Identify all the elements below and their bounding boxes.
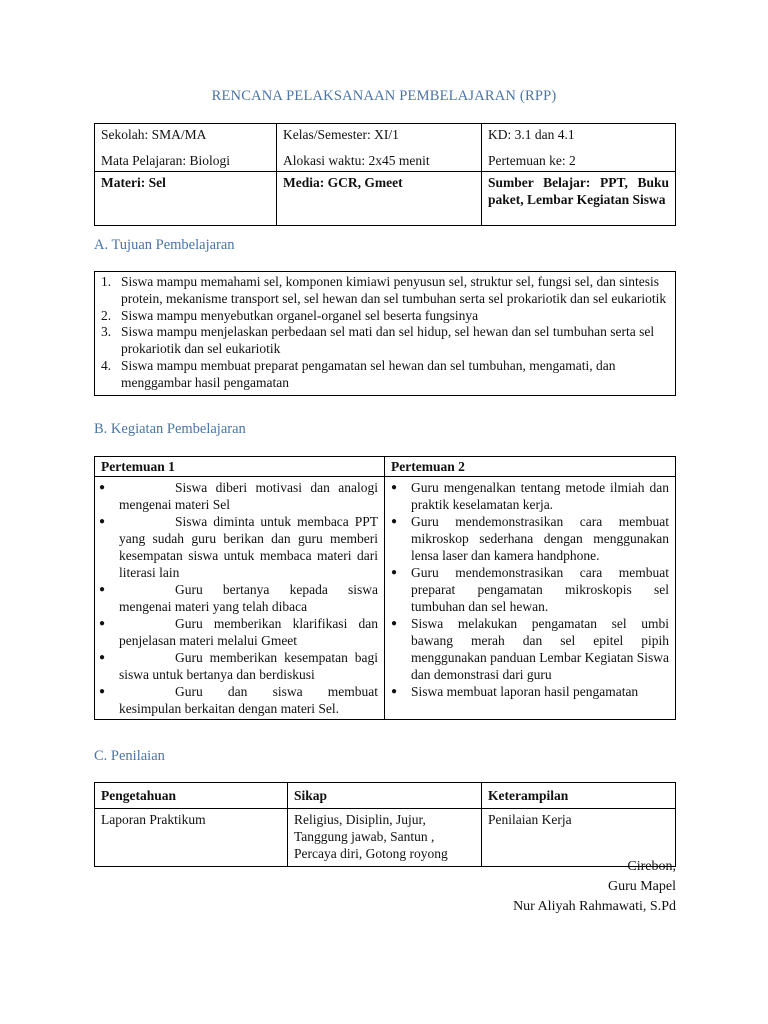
subject-label: Mata Pelajaran: Biologi [101, 153, 230, 168]
section-a-heading: A. Tujuan Pembelajaran [94, 237, 235, 253]
bullet-icon: ● [391, 482, 398, 493]
signature-place: Cirebon, [627, 859, 676, 874]
activity-item [101, 581, 378, 615]
signature-role: Guru Mapel [607, 879, 676, 894]
activity-text: Guru bertanya kepada siswa mengenai materi yang telah dibaca [119, 582, 378, 614]
bullet-icon: ● [99, 686, 106, 697]
bullet-icon: ● [99, 652, 106, 663]
activity-item [101, 479, 378, 513]
goal-number: 4. [101, 357, 112, 373]
activity-item [101, 513, 378, 581]
info-table [94, 123, 676, 226]
skill-value: Penilaian Kerja [482, 809, 676, 867]
bullet-icon: ● [391, 686, 398, 697]
knowledge-value: Laporan Praktikum [95, 809, 288, 867]
activity-text: Siswa melakukan pengamatan sel umbi bawang merah dan sel epitel pipih menggunakan panduan Lembar Kegiatan Siswa dan demonstrasi dari guru [411, 616, 669, 682]
time-allocation-label: Alokasi waktu: 2x45 menit [283, 153, 430, 168]
activity-item [391, 564, 669, 615]
section-c-heading: C. Penilaian [94, 748, 165, 764]
goal-number: 1. [101, 274, 112, 289]
skill-header: Keterampilan [482, 783, 676, 809]
meeting-2-list [391, 479, 669, 700]
knowledge-header: Pengetahuan [95, 783, 288, 809]
activity-text: Guru dan siswa membuat kesimpulan berkaitan dengan materi Sel. [119, 684, 378, 716]
bullet-icon: ● [99, 618, 106, 629]
info-cell-kd [482, 124, 676, 172]
bullet-icon: ● [99, 516, 106, 527]
material-cell: Materi: Sel [95, 172, 277, 226]
bullet-icon: ● [391, 618, 398, 629]
class-semester-label: Kelas/Semester: XI/1 [283, 127, 399, 142]
activities-table [94, 456, 676, 720]
bullet-icon: ● [99, 584, 106, 595]
activity-item [391, 615, 669, 683]
info-cell-school [95, 124, 277, 172]
activity-text: Guru mengenalkan tentang metode ilmiah dan praktik keselamatan kerja. [411, 480, 669, 512]
attitude-value: Religius, Disiplin, Jujur, Tanggung jawab, Santun , Percaya diri, Gotong royong [288, 809, 482, 867]
activity-item [391, 479, 669, 513]
meeting-2-activities [385, 477, 676, 720]
activity-text: Guru memberikan klarifikasi dan penjelasan materi melalui Gmeet [119, 616, 378, 648]
activity-text: Guru mendemonstrasikan cara membuat mikroskop sederhana dengan menggunakan lensa laser dan kamera handphone. [411, 514, 669, 563]
activity-text: Siswa diminta untuk membaca PPT yang sudah guru berikan dan guru memberi kesempatan siswa untuk membaca materi dari literasi lain [119, 514, 378, 580]
goal-text: Siswa mampu memahami sel, komponen kimiawi penyusun sel, struktur sel, fungsi sel, dan sintesis protein, mekanisme transport sel, sel hewan dan sel tumbuhan serta sel prokariotik dan sel eukariotik [121, 274, 667, 306]
bullet-icon: ● [391, 516, 398, 527]
goal-item [101, 308, 669, 325]
assessment-table [94, 782, 676, 867]
goal-item [101, 274, 669, 308]
kd-label: KD: 3.1 dan 4.1 [488, 127, 575, 142]
goal-text: Siswa mampu membuat preparat pengamatan sel hewan dan sel tumbuhan, mengamati, dan menggambar hasil pengamatan [121, 357, 616, 390]
document-title: RENCANA PELAKSANAAN PEMBELAJARAN (RPP) [211, 88, 557, 104]
info-cell-class [277, 124, 482, 172]
goals-cell [95, 272, 676, 396]
goal-item [101, 358, 669, 392]
signature-block [513, 857, 676, 917]
media-cell: Media: GCR, Gmeet [277, 172, 482, 226]
learning-source-cell: Sumber Belajar: PPT, Buku paket, Lembar Kegiatan Siswa [482, 172, 676, 226]
goal-item [101, 324, 669, 358]
activity-text: Guru mendemonstrasikan cara membuat preparat pengamatan mikroskopis sel tumbuhan dan sel hewan. [411, 565, 669, 614]
activity-item [101, 615, 378, 649]
activity-item [391, 513, 669, 564]
goals-list [101, 274, 669, 392]
goal-text: Siswa mampu menjelaskan perbedaan sel mati dan sel hidup, sel hewan dan sel tumbuhan serta sel prokariotik dan sel eukariotik [121, 324, 655, 357]
school-label: Sekolah: SMA/MA [101, 127, 207, 142]
goal-text: Siswa mampu menyebutkan organel-organel sel beserta fungsinya [121, 307, 479, 323]
activity-item [101, 649, 378, 683]
activity-item [101, 683, 378, 717]
meeting-2-header: Pertemuan 2 [385, 457, 676, 477]
goals-table [94, 271, 676, 396]
bullet-icon: ● [99, 482, 106, 493]
goal-number: 2. [101, 307, 112, 323]
activity-text: Siswa diberi motivasi dan analogi mengenai materi Sel [119, 480, 378, 512]
meeting-1-list [101, 479, 378, 717]
attitude-header: Sikap [288, 783, 482, 809]
bullet-icon: ● [391, 567, 398, 578]
meeting-label: Pertemuan ke: 2 [488, 153, 576, 168]
meeting-1-activities [95, 477, 385, 720]
goal-number: 3. [101, 324, 112, 340]
meeting-1-header: Pertemuan 1 [95, 457, 385, 477]
signature-name: Nur Aliyah Rahmawati, S.Pd [513, 899, 676, 914]
activity-text: Siswa membuat laporan hasil pengamatan [411, 684, 639, 699]
activity-item [391, 683, 669, 700]
activity-text: Guru memberikan kesempatan bagi siswa untuk bertanya dan berdiskusi [119, 650, 378, 682]
section-b-heading: B. Kegiatan Pembelajaran [94, 421, 246, 437]
